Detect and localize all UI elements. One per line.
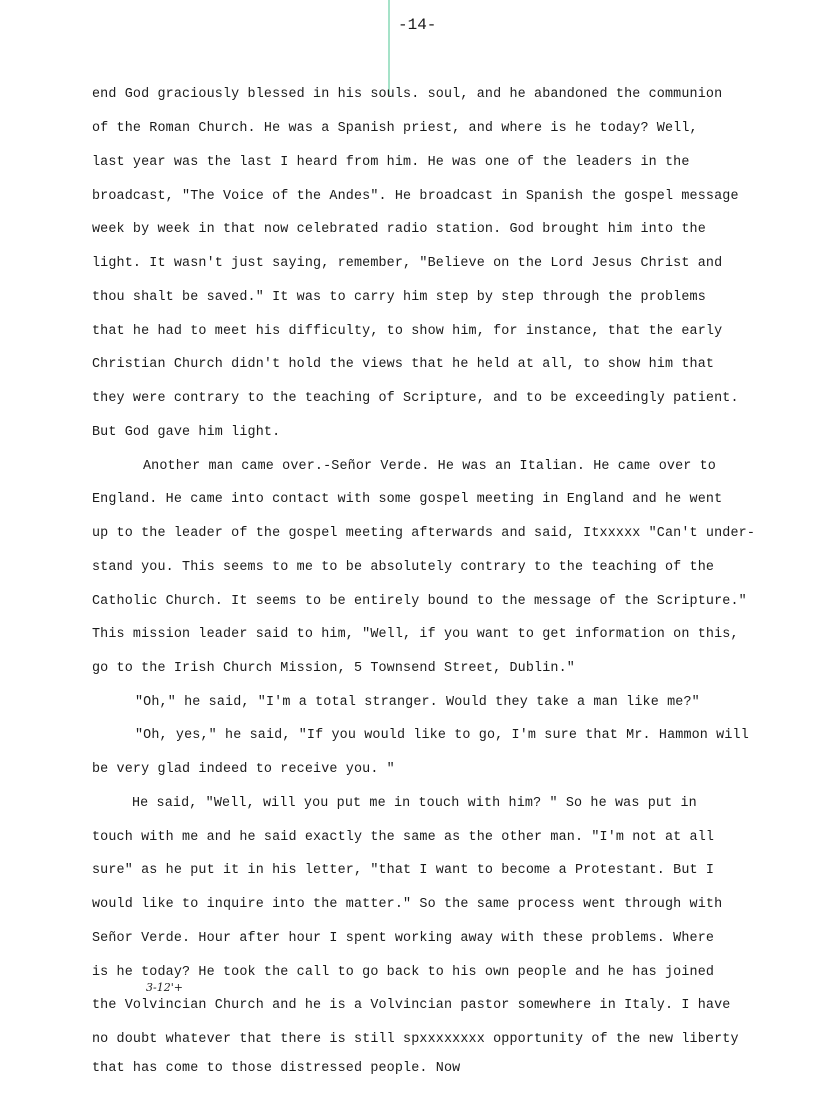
text-line: end God graciously blessed in his souls. soul, and he abandoned the communion — [92, 87, 723, 102]
text-line: they were contrary to the teaching of Scripture, and to be exceedingly patient. — [92, 391, 739, 406]
text-line: week by week in that now celebrated radio station. God brought him into the — [92, 222, 706, 237]
text-line: Señor Verde. Hour after hour I spent working away with these problems. Where — [92, 931, 715, 946]
text-line: But God gave him light. — [92, 425, 281, 440]
text-line: touch with me and he said exactly the same as the other man. "I'm not at all — [92, 830, 715, 845]
text-line: Catholic Church. It seems to be entirely bound to the message of the Scripture." — [92, 594, 747, 609]
text-line: be very glad indeed to receive you. " — [92, 762, 395, 777]
text-line: broadcast, "The Voice of the Andes". He broadcast in Spanish the gospel message — [92, 189, 739, 204]
margin-rule — [388, 0, 390, 95]
text-line: "Oh, yes," he said, "If you would like to go, I'm sure that Mr. Hammon will — [135, 728, 749, 743]
text-line: the Volvincian Church and he is a Volvincian pastor somewhere in Italy. I have — [92, 998, 731, 1013]
text-line: that he had to meet his difficulty, to show him, for instance, that the early — [92, 324, 723, 339]
text-line: that has come to those distressed people. Now — [92, 1061, 461, 1076]
text-line: stand you. This seems to me to be absolutely contrary to the teaching of the — [92, 560, 715, 575]
text-line: sure" as he put it in his letter, "that I want to become a Protestant. But I — [92, 863, 715, 878]
text-line: He said, "Well, will you put me in touch with him? " So he was put in — [132, 796, 697, 811]
text-line: up to the leader of the gospel meeting afterwards and said, Itxxxxx "Can't under- — [92, 526, 756, 541]
text-line: of the Roman Church. He was a Spanish priest, and where is he today? Well, — [92, 121, 698, 136]
text-line: thou shalt be saved." It was to carry him step by step through the problems — [92, 290, 706, 305]
text-line: England. He came into contact with some gospel meeting in England and he went — [92, 492, 723, 507]
text-line: no doubt whatever that there is still spxxxxxxxx opportunity of the new liberty — [92, 1032, 739, 1047]
page-number: -14- — [398, 16, 437, 34]
text-line: Christian Church didn't hold the views that he held at all, to show him that — [92, 357, 715, 372]
text-line: Another man came over.-Señor Verde. He was an Italian. He came over to — [143, 459, 716, 474]
handwritten-note: 3-12'+ — [146, 981, 183, 994]
text-line: is he today? He took the call to go back to his own people and he has joined — [92, 965, 715, 980]
text-line: last year was the last I heard from him. He was one of the leaders in the — [92, 155, 690, 170]
text-line: "Oh," he said, "I'm a total stranger. Would they take a man like me?" — [135, 695, 700, 710]
text-line: This mission leader said to him, "Well, if you want to get information on this, — [92, 627, 739, 642]
text-line: would like to inquire into the matter." So the same process went through with — [92, 897, 723, 912]
text-line: light. It wasn't just saying, remember, "Believe on the Lord Jesus Christ and — [92, 256, 723, 271]
text-line: go to the Irish Church Mission, 5 Townsend Street, Dublin." — [92, 661, 575, 676]
